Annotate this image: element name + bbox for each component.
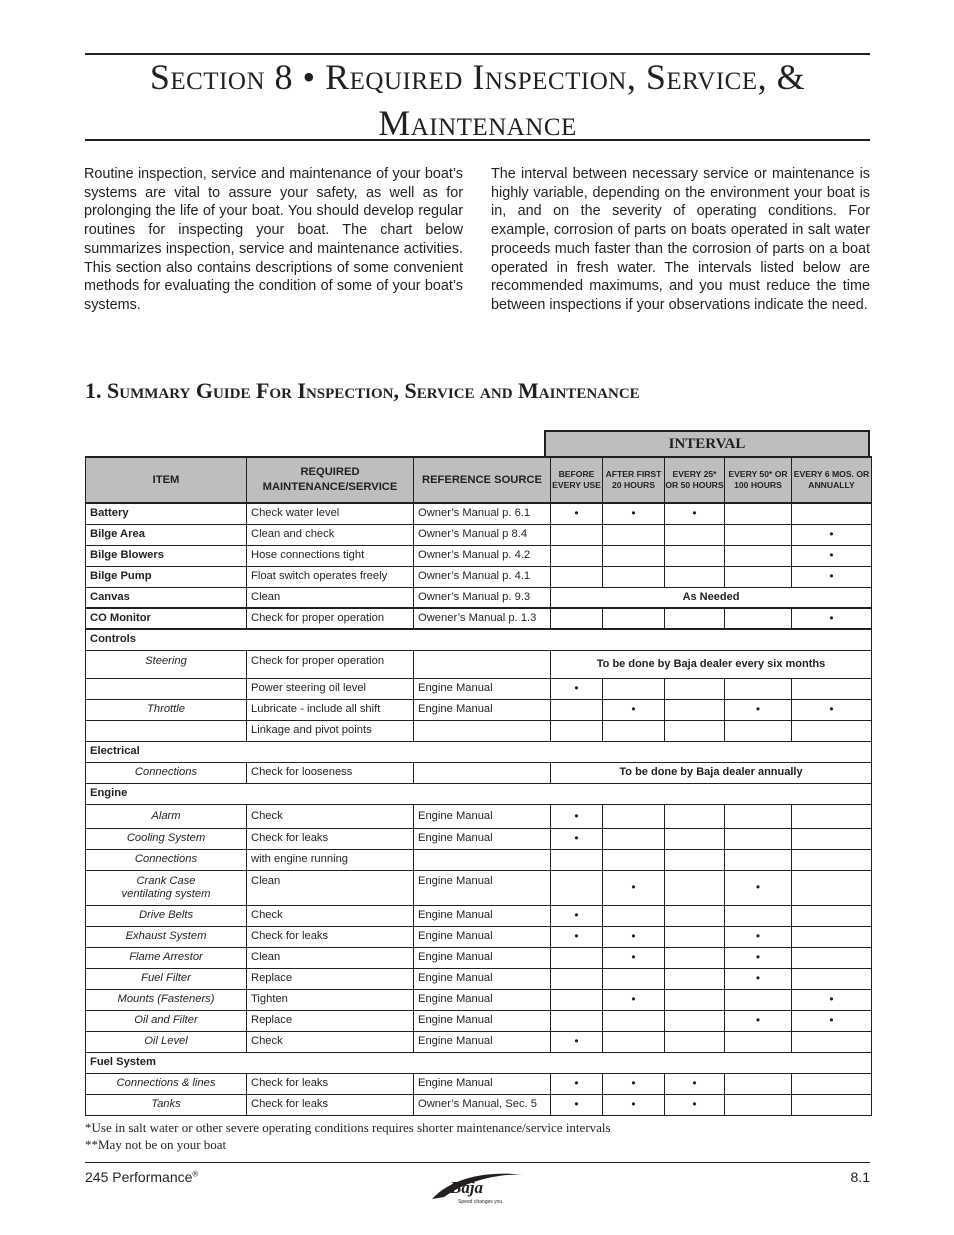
source-cell: Engine Manual — [414, 947, 551, 968]
table-row — [86, 566, 872, 587]
interval-cell — [725, 524, 792, 545]
interval-cell — [603, 545, 665, 566]
interval-dot: • — [792, 699, 872, 720]
interval-cell — [725, 828, 792, 849]
interval-dot: • — [603, 1094, 665, 1115]
interval-cell — [725, 905, 792, 926]
item-cell: CO Monitor — [86, 608, 247, 629]
interval-cell — [665, 720, 725, 741]
item-cell: Connections & lines — [86, 1073, 247, 1094]
interval-cell — [551, 947, 603, 968]
interval-cell — [551, 699, 603, 720]
item-cell: Throttle — [86, 699, 247, 720]
item-cell: Drive Belts — [86, 905, 247, 926]
page-title-line2: Maintenance — [378, 103, 577, 143]
interval-cell — [665, 989, 725, 1010]
interval-dot: • — [665, 1094, 725, 1115]
interval-cell — [551, 849, 603, 870]
table-row — [86, 968, 872, 989]
table-row — [86, 804, 872, 828]
interval-cell — [792, 804, 872, 828]
interval-dot: • — [551, 1094, 603, 1115]
interval-cell — [725, 608, 792, 629]
interval-dot: • — [551, 678, 603, 699]
service-cell: Replace — [247, 968, 414, 989]
header-service: REQUIRED MAINTENANCE/SERVICE — [247, 457, 414, 503]
source-cell: Engine Manual — [414, 1073, 551, 1094]
interval-cell — [665, 608, 725, 629]
category-cell: Electrical — [86, 741, 872, 762]
table-row — [86, 678, 872, 699]
service-cell: Check for leaks — [247, 926, 414, 947]
interval-dot: • — [665, 503, 725, 524]
logo-tagline: Speed changes you. — [458, 1199, 504, 1205]
interval-cell — [792, 905, 872, 926]
interval-cell — [603, 720, 665, 741]
source-cell: Engine Manual — [414, 1010, 551, 1031]
interval-cell — [551, 968, 603, 989]
interval-cell — [603, 608, 665, 629]
item-line: ventilating system — [121, 887, 211, 900]
interval-cell — [665, 870, 725, 905]
interval-cell — [725, 1073, 792, 1094]
footer-rule — [85, 1162, 870, 1163]
item-cell: Exhaust System — [86, 926, 247, 947]
interval-cell — [792, 678, 872, 699]
table-row — [86, 947, 872, 968]
footnote-salt-water: *Use in salt water or other severe operating conditions requires shorter maintenance/service intervals — [85, 1120, 611, 1135]
interval-cell — [725, 720, 792, 741]
interval-dot: • — [603, 699, 665, 720]
interval-cell — [665, 804, 725, 828]
interval-dot: • — [603, 503, 665, 524]
interval-cell — [551, 1010, 603, 1031]
service-cell: Lubricate - include all shift — [247, 699, 414, 720]
table-row — [86, 849, 872, 870]
service-cell: Check — [247, 1031, 414, 1052]
header-source: REFERENCE SOURCE — [414, 457, 551, 503]
source-cell: Owener’s Manual p. 1.3 — [414, 608, 551, 629]
item-cell: Canvas — [86, 587, 247, 608]
service-cell: Clean and check — [247, 524, 414, 545]
table-row — [86, 650, 872, 678]
interval-dot: • — [551, 1073, 603, 1094]
interval-dot: • — [725, 870, 792, 905]
interval-cell — [725, 1094, 792, 1115]
service-cell: Replace — [247, 1010, 414, 1031]
footer-page-number: 8.1 — [850, 1169, 870, 1185]
intro-paragraph-right: The interval between necessary service or maintenance is highly variable, depending on the environment your boat is in, and on the severity of operating conditions. For example, corrosion of parts on boats operated in salt water proceeds much faster than the corrosion of parts on a boat operated in fresh water. The intervals listed below are recommended maximums, and you must reduce the time between inspections if your observations indicate the need. — [491, 166, 870, 313]
service-cell: Check for leaks — [247, 1073, 414, 1094]
interval-cell — [725, 989, 792, 1010]
service-cell: with engine running — [247, 849, 414, 870]
source-cell: Engine Manual — [414, 804, 551, 828]
interval-cell — [792, 1031, 872, 1052]
source-cell: Engine Manual — [414, 699, 551, 720]
table-row — [86, 1010, 872, 1031]
table-row — [86, 720, 872, 741]
interval-cell — [725, 566, 792, 587]
item-cell: Oil Level — [86, 1031, 247, 1052]
header-item: ITEM — [86, 457, 247, 503]
service-cell: Check for proper operation — [247, 608, 414, 629]
interval-cell — [603, 1031, 665, 1052]
table-row — [86, 926, 872, 947]
service-cell: Check for leaks — [247, 828, 414, 849]
source-cell: Owner’s Manual p. 4.2 — [414, 545, 551, 566]
item-cell: Fuel Filter — [86, 968, 247, 989]
interval-cell — [603, 566, 665, 587]
item-cell: Battery — [86, 503, 247, 524]
table-header-row — [86, 457, 872, 503]
interval-cell — [665, 947, 725, 968]
source-cell: Engine Manual — [414, 905, 551, 926]
inspection-guide-table — [85, 456, 872, 1116]
source-cell: Owner’s Manual p. 6.1 — [414, 503, 551, 524]
table-row — [86, 1073, 872, 1094]
table-row — [86, 545, 872, 566]
table-row — [86, 828, 872, 849]
table-row — [86, 524, 872, 545]
service-cell: Check — [247, 804, 414, 828]
item-cell: Oil and Filter — [86, 1010, 247, 1031]
interval-dot: • — [603, 947, 665, 968]
interval-cell — [725, 678, 792, 699]
interval-dot: • — [725, 699, 792, 720]
interval-dot: • — [725, 1010, 792, 1031]
interval-cell — [665, 1010, 725, 1031]
interval-cell — [603, 804, 665, 828]
interval-cell — [551, 545, 603, 566]
interval-dot: • — [792, 989, 872, 1010]
registered-mark: ® — [192, 1169, 199, 1179]
interval-dot: • — [603, 926, 665, 947]
interval-cell — [551, 989, 603, 1010]
interval-cell — [725, 503, 792, 524]
intro-paragraph-left: Routine inspection, service and maintenance of your boat’s systems are vital to assure your safety, as well as for prolonging the life of your boat. You should develop regular routines for inspecting your boat. The chart below summarizes inspection, service and maintenance activities. This section also contains descriptions of some convenient methods for evaluating the condition of some of your boat’s systems. — [84, 166, 463, 313]
table-row — [86, 587, 872, 608]
interval-dot: • — [551, 1031, 603, 1052]
interval-cell — [725, 1031, 792, 1052]
interval-dot: • — [551, 503, 603, 524]
interval-dot: • — [725, 968, 792, 989]
interval-cell — [603, 968, 665, 989]
item-cell: Mounts (Fasteners) — [86, 989, 247, 1010]
interval-cell — [665, 849, 725, 870]
service-cell: Power steering oil level — [247, 678, 414, 699]
interval-cell — [665, 678, 725, 699]
interval-dot: • — [551, 926, 603, 947]
source-cell — [414, 849, 551, 870]
header-every-25-50: EVERY 25* OR 50 HOURS — [665, 457, 725, 503]
source-cell: Engine Manual — [414, 1031, 551, 1052]
source-cell: Owner’s Manual p. 9.3 — [414, 587, 551, 608]
service-cell: Linkage and pivot points — [247, 720, 414, 741]
interval-cell — [725, 849, 792, 870]
interval-cell — [665, 828, 725, 849]
source-cell: Owner’s Manual p 8.4 — [414, 524, 551, 545]
interval-dot: • — [665, 1073, 725, 1094]
interval-cell — [792, 926, 872, 947]
interval-cell — [603, 905, 665, 926]
source-cell — [414, 650, 551, 678]
interval-dot: • — [792, 524, 872, 545]
interval-cell — [792, 720, 872, 741]
item-cell: Bilge Pump — [86, 566, 247, 587]
table-row — [86, 989, 872, 1010]
interval-cell — [551, 870, 603, 905]
service-cell: Tighten — [247, 989, 414, 1010]
item-cell: Bilge Area — [86, 524, 247, 545]
item-cell: Flame Arrestor — [86, 947, 247, 968]
item-cell — [86, 720, 247, 741]
service-cell: Check for looseness — [247, 762, 414, 783]
section-heading: 1. Summary Guide For Inspection, Service and Maintenance — [85, 378, 640, 403]
interval-cell — [665, 699, 725, 720]
table-row — [86, 1031, 872, 1052]
item-cell — [86, 870, 247, 905]
item-cell: Tanks — [86, 1094, 247, 1115]
service-cell: Check water level — [247, 503, 414, 524]
interval-cell — [665, 968, 725, 989]
interval-dot: • — [603, 989, 665, 1010]
item-cell — [86, 678, 247, 699]
interval-cell — [792, 968, 872, 989]
header-every-6-months: EVERY 6 MOS. OR ANNUALLY — [792, 457, 872, 503]
interval-dot: • — [603, 1073, 665, 1094]
interval-cell — [551, 720, 603, 741]
interval-cell — [551, 566, 603, 587]
service-cell: Clean — [247, 947, 414, 968]
interval-cell — [792, 870, 872, 905]
interval-cell — [665, 545, 725, 566]
table-row — [86, 608, 872, 629]
source-cell: Owner’s Manual, Sec. 5 — [414, 1094, 551, 1115]
footer-model-name — [85, 1169, 198, 1185]
source-cell: Engine Manual — [414, 828, 551, 849]
title-bottom-rule — [85, 139, 870, 141]
interval-cell — [603, 828, 665, 849]
source-cell: Engine Manual — [414, 678, 551, 699]
table-row — [86, 503, 872, 524]
interval-cell — [603, 678, 665, 699]
source-cell: Engine Manual — [414, 968, 551, 989]
interval-cell — [792, 503, 872, 524]
source-cell — [414, 720, 551, 741]
interval-dot: • — [792, 566, 872, 587]
interval-span-cell: To be done by Baja dealer annually — [551, 762, 872, 783]
interval-dot: • — [551, 905, 603, 926]
interval-cell — [665, 566, 725, 587]
interval-cell — [603, 1010, 665, 1031]
interval-cell — [792, 1094, 872, 1115]
category-cell: Controls — [86, 629, 872, 650]
service-cell: Check for leaks — [247, 1094, 414, 1115]
header-every-50-100: EVERY 50* OR 100 HOURS — [725, 457, 792, 503]
interval-dot: • — [725, 947, 792, 968]
table-row — [86, 870, 872, 905]
service-cell: Float switch operates freely — [247, 566, 414, 587]
interval-header: INTERVAL — [544, 430, 870, 456]
category-cell: Engine — [86, 783, 872, 804]
interval-span-cell: As Needed — [551, 587, 872, 608]
page-title — [85, 54, 870, 146]
footnote-may-not-be-on-boat: **May not be on your boat — [85, 1137, 227, 1152]
source-cell: Engine Manual — [414, 870, 551, 905]
interval-cell — [665, 905, 725, 926]
service-cell: Hose connections tight — [247, 545, 414, 566]
item-cell: Bilge Blowers — [86, 545, 247, 566]
service-cell: Clean — [247, 587, 414, 608]
item-cell: Cooling System — [86, 828, 247, 849]
interval-dot: • — [551, 828, 603, 849]
source-cell: Engine Manual — [414, 926, 551, 947]
item-cell: Alarm — [86, 804, 247, 828]
item-line: Crank Case — [136, 874, 196, 887]
source-cell: Engine Manual — [414, 989, 551, 1010]
interval-span-cell: To be done by Baja dealer every six months — [551, 650, 872, 678]
interval-dot: • — [792, 545, 872, 566]
interval-cell — [792, 828, 872, 849]
interval-cell — [792, 1073, 872, 1094]
interval-dot: • — [551, 804, 603, 828]
item-cell: Steering — [86, 650, 247, 678]
header-after-first-20: AFTER FIRST 20 HOURS — [603, 457, 665, 503]
interval-cell — [665, 1031, 725, 1052]
source-cell: Owner’s Manual p. 4.1 — [414, 566, 551, 587]
interval-dot: • — [792, 1010, 872, 1031]
category-row — [86, 741, 872, 762]
service-cell: Check for proper operation — [247, 650, 414, 678]
footer-model-text: 245 Performance — [85, 1169, 193, 1185]
interval-cell — [792, 849, 872, 870]
item-cell: Connections — [86, 762, 247, 783]
logo-wordmark: Baja — [450, 1178, 484, 1197]
category-row — [86, 1052, 872, 1073]
interval-cell — [792, 947, 872, 968]
interval-cell — [665, 926, 725, 947]
source-cell — [414, 762, 551, 783]
table-row — [86, 762, 872, 783]
interval-cell — [725, 545, 792, 566]
interval-dot: • — [725, 926, 792, 947]
interval-cell — [665, 524, 725, 545]
service-cell: Clean — [247, 870, 414, 905]
baja-logo — [424, 1169, 528, 1205]
category-row — [86, 783, 872, 804]
table-row — [86, 905, 872, 926]
category-row — [86, 629, 872, 650]
header-before-every-use: BEFORE EVERY USE — [551, 457, 603, 503]
interval-dot: • — [603, 870, 665, 905]
page-title-line1: Section 8 • Required Inspection, Service, & — [149, 57, 806, 97]
table-row — [86, 699, 872, 720]
interval-cell — [725, 804, 792, 828]
interval-dot: • — [792, 608, 872, 629]
interval-cell — [603, 524, 665, 545]
item-cell: Connections — [86, 849, 247, 870]
service-cell: Check — [247, 905, 414, 926]
interval-cell — [551, 524, 603, 545]
interval-cell — [551, 608, 603, 629]
interval-cell — [603, 849, 665, 870]
category-cell: Fuel System — [86, 1052, 872, 1073]
table-row — [86, 1094, 872, 1115]
